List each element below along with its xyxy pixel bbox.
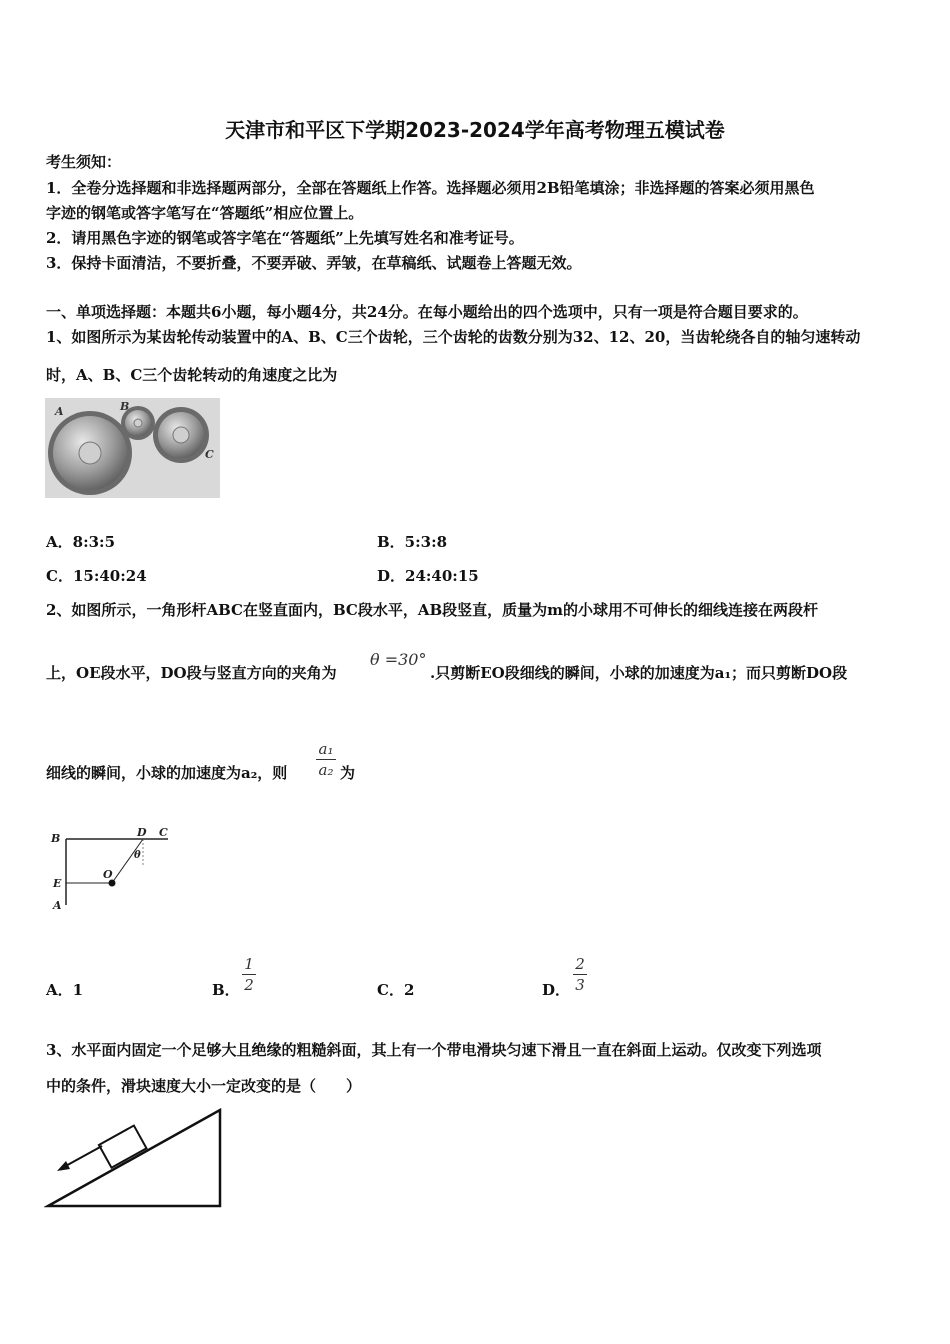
q2-option-d-den: 3 — [575, 976, 585, 994]
q2-fraction-den: a₂ — [318, 761, 334, 779]
q2-option-d-fraction — [573, 955, 587, 994]
q3-stem-line2: 中的条件，滑块速度大小一定改变的是（ ） — [46, 1077, 362, 1095]
rod-label-e: E — [53, 877, 62, 890]
rod-label-d: D — [137, 826, 147, 839]
notice-item: 1．全卷分选择题和非选择题两部分，全部在答题纸上作答。选择题必须用2B铅笔填涂；非选择题的答案必须用黑色 — [46, 179, 815, 197]
gear-label-b: B — [120, 400, 130, 413]
rod-label-a: A — [53, 899, 62, 912]
page-title: 天津市和平区下学期2023-2024学年高考物理五模试卷 — [225, 118, 725, 142]
rod-label-c: C — [159, 826, 168, 839]
gear-c-icon — [153, 407, 209, 463]
notice-heading: 考生须知： — [46, 153, 122, 171]
arrow-icon — [62, 1146, 102, 1168]
q2-stem-line1: 2、如图所示，一角形杆ABC在竖直面内，BC段水平，AB段竖直，质量为m的小球用不可伸长的细线连接在两段杆 — [46, 601, 819, 619]
q2-option-d-label: D． — [542, 981, 571, 999]
q1-option-c[interactable]: C．15:40:24 — [46, 567, 147, 585]
q2-theta: θ =30° — [370, 650, 427, 669]
gear-figure — [45, 398, 220, 498]
q1-option-b[interactable]: B．5:3:8 — [377, 533, 448, 551]
q2-stem-line3-pre: 细线的瞬间，小球的加速度为a₂，则 — [46, 764, 288, 782]
notice-item: 字迹的钢笔或答字笔写在“答题纸”相应位置上。 — [46, 204, 364, 222]
q2-fraction-num: a₁ — [318, 740, 334, 758]
q2-option-d-num: 2 — [575, 955, 585, 973]
q3-stem-line1: 3、水平面内固定一个足够大且绝缘的粗糙斜面，其上有一个带电滑块匀速下滑且一直在斜面上运动。仅改变下列选项 — [46, 1041, 822, 1059]
q2-option-b-fraction — [242, 955, 256, 994]
rod-label-theta: θ — [134, 850, 141, 861]
q1-option-a[interactable]: A．8:3:5 — [46, 533, 116, 551]
q2-stem-line2-post: .只剪断EO段细线的瞬间，小球的加速度为a₁；而只剪断DO段 — [430, 664, 848, 682]
q2-fraction — [316, 740, 336, 779]
slider-block-icon — [99, 1126, 147, 1168]
q1-stem-line1: 1、如图所示为某齿轮传动装置中的A、B、C三个齿轮，三个齿轮的齿数分别为32、12、20，当齿轮绕各自的轴匀速转动 — [46, 328, 861, 346]
q2-option-c[interactable]: C．2 — [377, 981, 415, 999]
section-heading: 一、单项选择题：本题共6小题，每小题4分，共24分。在每小题给出的四个选项中，只有一项是符合题目要求的。 — [46, 303, 808, 321]
q2-option-b-label: B． — [212, 981, 240, 999]
rod-label-o: O — [103, 868, 113, 881]
gear-label-a: A — [55, 405, 64, 418]
gear-label-c: C — [205, 448, 214, 461]
q2-stem-line3-post: 为 — [340, 764, 356, 782]
notice-item: 2．请用黑色字迹的钢笔或答字笔在“答题纸”上先填写姓名和准考证号。 — [46, 229, 524, 247]
incline-figure — [44, 1106, 226, 1210]
q2-option-a[interactable]: A．1 — [46, 981, 84, 999]
gear-a-icon — [48, 411, 132, 495]
q1-stem-line2: 时，A、B、C三个齿轮转动的角速度之比为 — [46, 366, 338, 384]
notice-item: 3．保持卡面清洁，不要折叠，不要弄破、弄皱，在草稿纸、试题卷上答题无效。 — [46, 254, 582, 272]
q2-option-b-num: 1 — [244, 955, 254, 973]
rod-label-b: B — [51, 832, 61, 845]
q2-option-b-den: 2 — [244, 976, 254, 994]
q1-option-d[interactable]: D．24:40:15 — [377, 567, 479, 585]
q2-option-b[interactable] — [212, 980, 240, 1000]
q2-stem-line2-pre: 上，OE段水平，DO段与竖直方向的夹角为 — [46, 664, 337, 682]
rod-figure — [48, 825, 176, 915]
q2-option-d[interactable] — [542, 980, 570, 1000]
